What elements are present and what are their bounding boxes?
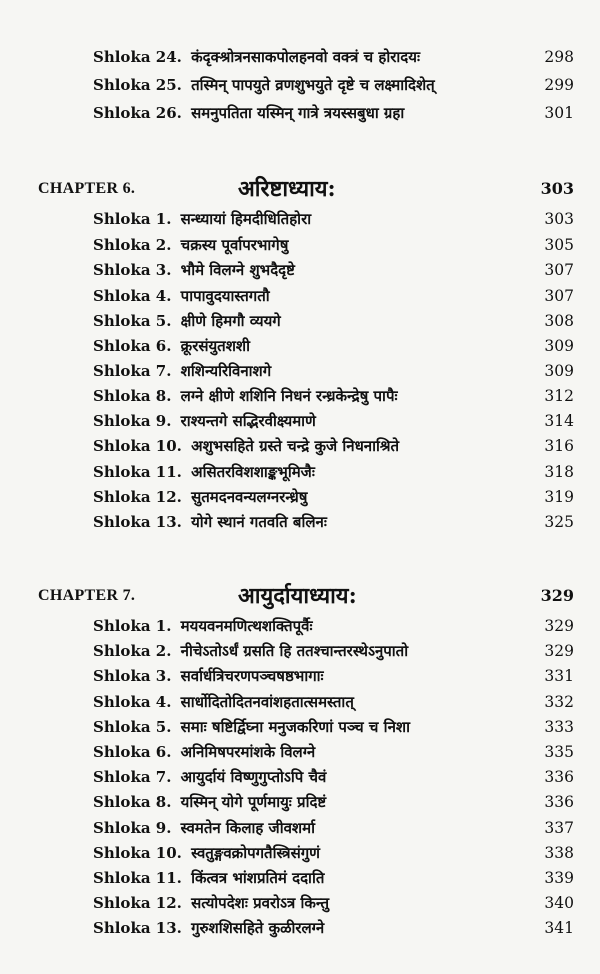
page-number: 329 xyxy=(544,642,574,660)
page-number: 336 xyxy=(544,768,574,786)
shloka-number: Shloka 4. xyxy=(93,693,172,711)
page-number: 309 xyxy=(544,337,574,355)
shloka-number: Shloka 1. xyxy=(93,617,172,635)
page-number: 318 xyxy=(544,463,574,481)
shloka-number: Shloka 11. xyxy=(93,869,182,887)
shloka-text: स्वतुङ्गवक्रोपगतैस्त्रिसंगुणं xyxy=(191,844,321,862)
shloka-text: किंत्वत्र भांशप्रतिमं ददाति xyxy=(191,869,325,887)
shloka-number: Shloka 4. xyxy=(93,287,172,305)
shloka-text: अशुभसहिते ग्रस्ते चन्द्रे कुजे निधनाश्रिते xyxy=(191,437,400,455)
page-number: 333 xyxy=(544,718,574,736)
shloka-number: Shloka 12. xyxy=(93,488,182,506)
shloka-text: आयुर्दायं विष्णुगुप्तोऽपि चैवं xyxy=(180,768,327,786)
page-number: 303 xyxy=(544,210,574,228)
chapter-label: CHAPTER 7. xyxy=(38,587,136,604)
shloka-text: कंदृक्श्रोत्रनसाकपोलहनवो वक्त्रं च होरादयः xyxy=(191,48,420,66)
toc-entry xyxy=(0,790,600,815)
chapter-title: अरिष्टाध्याय: xyxy=(238,176,336,202)
toc-entry xyxy=(0,334,600,359)
page-number: 341 xyxy=(544,919,574,937)
page-number: 340 xyxy=(544,894,574,912)
page-number: 316 xyxy=(544,437,574,455)
shloka-number: Shloka 6. xyxy=(93,337,172,355)
shloka-text: असितरविशशाङ्कभूमिजैः xyxy=(191,463,315,481)
chapter-title: आयुर्दायाध्याय: xyxy=(238,583,357,609)
shloka-text: राश्यन्तगे सद्भिरवीक्ष्यमाणे xyxy=(180,412,316,430)
chapter-heading xyxy=(0,579,600,613)
page-number: 312 xyxy=(544,387,574,405)
shloka-number: Shloka 10. xyxy=(93,437,182,455)
toc-entry xyxy=(0,510,600,535)
page-number: 319 xyxy=(544,488,574,506)
shloka-number: Shloka 10. xyxy=(93,844,182,862)
toc-entry xyxy=(0,309,600,334)
toc-entry xyxy=(0,45,600,70)
toc-entry xyxy=(0,891,600,916)
toc-entry xyxy=(0,765,600,790)
shloka-number: Shloka 26. xyxy=(93,104,182,122)
shloka-number: Shloka 11. xyxy=(93,463,182,481)
page-number: 329 xyxy=(544,617,574,635)
shloka-number: Shloka 24. xyxy=(93,48,182,66)
page-number: 303 xyxy=(540,179,574,198)
shloka-number: Shloka 8. xyxy=(93,793,172,811)
shloka-text: यस्मिन् योगे पूर्णमायुः प्रदिष्टं xyxy=(180,793,327,811)
toc-entry xyxy=(0,73,600,98)
page-number: 332 xyxy=(544,693,574,711)
toc-entry xyxy=(0,614,600,639)
shloka-text: समनुपतिता यस्मिन् गात्रे त्रयस्सबुधा ग्रहा xyxy=(191,104,405,122)
shloka-text: तस्मिन् पापयुते व्रणशुभयुते दृष्टे च लक्ष्मादिशेत् xyxy=(191,76,435,94)
page-number: 337 xyxy=(544,819,574,837)
shloka-text: स्वमतेन किलाह जीवशर्मा xyxy=(180,819,315,837)
toc-entry xyxy=(0,207,600,232)
toc-entry xyxy=(0,485,600,510)
page-number: 329 xyxy=(540,586,574,605)
page-number: 298 xyxy=(544,48,574,66)
toc-entry xyxy=(0,258,600,283)
toc-entry xyxy=(0,409,600,434)
shloka-text: लग्ने क्षीणे शशिनि निधनं रन्ध्रकेन्द्रेषु पापैः xyxy=(180,387,398,405)
chapter-heading xyxy=(0,172,600,206)
shloka-number: Shloka 13. xyxy=(93,919,182,937)
page-number: 307 xyxy=(544,287,574,305)
toc-entry xyxy=(0,866,600,891)
page-number: 301 xyxy=(544,104,574,122)
shloka-number: Shloka 3. xyxy=(93,667,172,685)
shloka-number: Shloka 6. xyxy=(93,743,172,761)
shloka-text: क्षीणे हिमगौ व्ययगे xyxy=(180,312,281,330)
shloka-text: सार्धोदितोदितनवांशहतात्समस्तात् xyxy=(180,693,354,711)
shloka-number: Shloka 25. xyxy=(93,76,182,94)
shloka-text: योगे स्थानं गतवति बलिनः xyxy=(191,513,327,531)
toc-entry xyxy=(0,384,600,409)
shloka-number: Shloka 2. xyxy=(93,642,172,660)
toc-entry xyxy=(0,639,600,664)
page-number: 338 xyxy=(544,844,574,862)
page-number: 299 xyxy=(544,76,574,94)
toc-entry xyxy=(0,233,600,258)
shloka-number: Shloka 1. xyxy=(93,210,172,228)
shloka-text: समाः षष्टिर्द्विघ्ना मनुजकरिणां पञ्च च निशा xyxy=(180,718,410,736)
toc-entry xyxy=(0,359,600,384)
shloka-text: नीचेऽतोऽर्धं ग्रसति हि ततश्चान्तरस्थेऽनुपातो xyxy=(180,642,409,660)
shloka-number: Shloka 13. xyxy=(93,513,182,531)
toc-entry xyxy=(0,460,600,485)
shloka-text: शशिन्यरिविनाशगे xyxy=(180,362,272,380)
shloka-number: Shloka 2. xyxy=(93,236,172,254)
toc-entry xyxy=(0,715,600,740)
shloka-number: Shloka 9. xyxy=(93,819,172,837)
toc-entry xyxy=(0,434,600,459)
page-number: 335 xyxy=(544,743,574,761)
page-number: 339 xyxy=(544,869,574,887)
toc-entry xyxy=(0,284,600,309)
page-number: 305 xyxy=(544,236,574,254)
shloka-text: अनिमिषपरमांशके विलग्ने xyxy=(180,743,316,761)
toc-entry xyxy=(0,690,600,715)
shloka-number: Shloka 5. xyxy=(93,718,172,736)
shloka-text: गुरुशशिसहिते कुळीरलग्ने xyxy=(191,919,325,937)
shloka-number: Shloka 5. xyxy=(93,312,172,330)
shloka-number: Shloka 7. xyxy=(93,768,172,786)
shloka-text: सत्योपदेशः प्रवरोऽत्र किन्तु xyxy=(191,894,330,912)
toc-entry xyxy=(0,841,600,866)
shloka-text: सुतमदनवन्यलग्नरन्ध्रेषु xyxy=(191,488,308,506)
shloka-text: पापावुदयास्तगतौ xyxy=(180,287,270,305)
shloka-text: सन्ध्यायां हिमदीधितिहोरा xyxy=(180,210,312,228)
page-number: 331 xyxy=(544,667,574,685)
page-number: 336 xyxy=(544,793,574,811)
toc-entry xyxy=(0,664,600,689)
shloka-text: सर्वार्धत्रिचरणपञ्चषष्ठभागाः xyxy=(180,667,324,685)
page-number: 325 xyxy=(544,513,574,531)
chapter-label: CHAPTER 6. xyxy=(38,180,136,197)
toc-entry xyxy=(0,101,600,126)
shloka-text: मययवनमणित्थशक्तिपूर्वैः xyxy=(180,617,313,635)
shloka-number: Shloka 8. xyxy=(93,387,172,405)
shloka-number: Shloka 7. xyxy=(93,362,172,380)
toc-entry xyxy=(0,740,600,765)
page-number: 314 xyxy=(544,412,574,430)
shloka-number: Shloka 12. xyxy=(93,894,182,912)
shloka-text: चक्रस्य पूर्वापरभागेषु xyxy=(180,236,289,254)
page-number: 307 xyxy=(544,261,574,279)
shloka-text: क्रूरसंयुतशशी xyxy=(180,337,251,355)
shloka-number: Shloka 3. xyxy=(93,261,172,279)
page-number: 308 xyxy=(544,312,574,330)
shloka-number: Shloka 9. xyxy=(93,412,172,430)
toc-entry xyxy=(0,816,600,841)
page-number: 309 xyxy=(544,362,574,380)
toc-entry xyxy=(0,916,600,941)
shloka-text: भौमे विलग्ने शुभदैदृष्टे xyxy=(180,261,295,279)
